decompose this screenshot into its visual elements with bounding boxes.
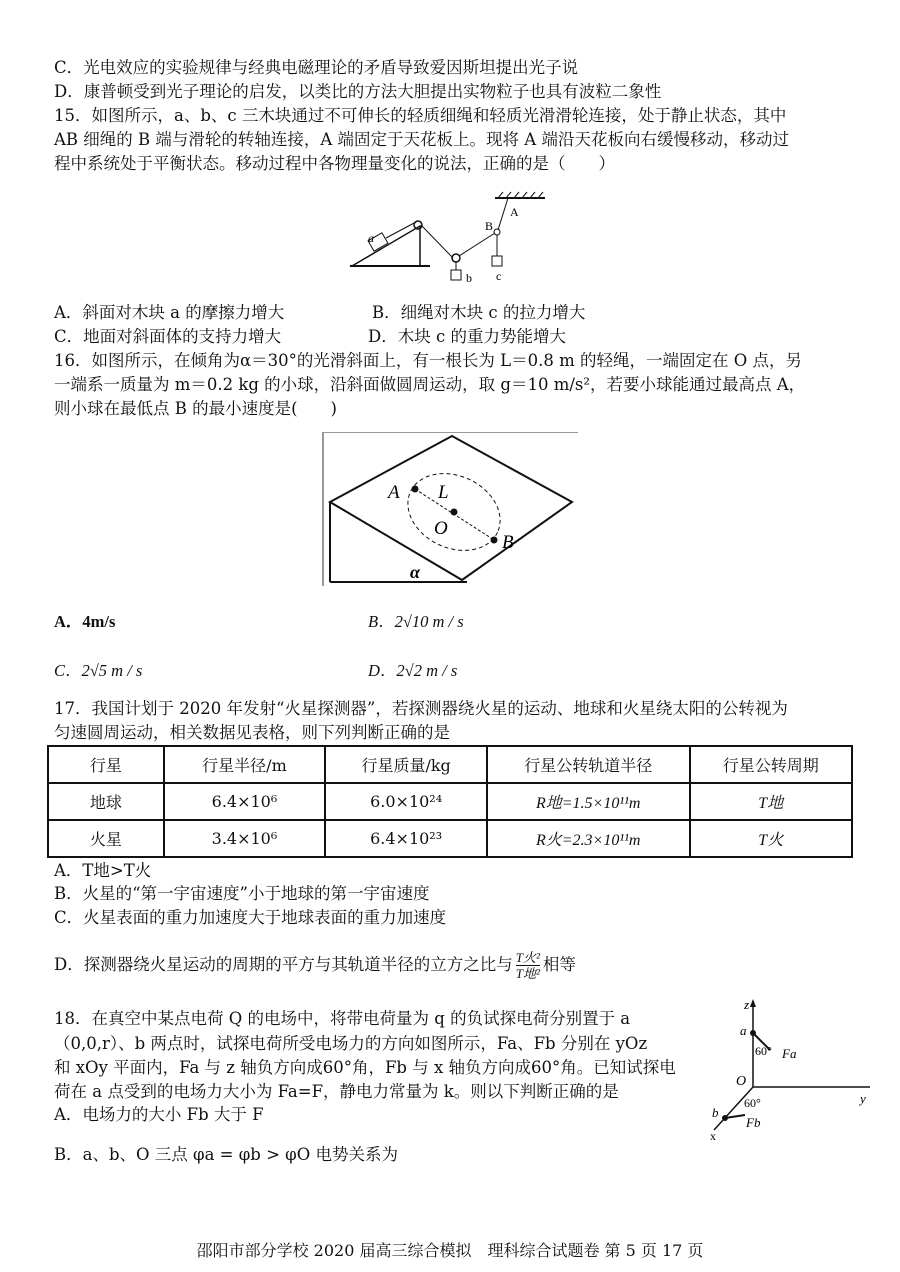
fig-label-b: b bbox=[466, 271, 472, 285]
force-a-label: Fa bbox=[782, 1046, 797, 1061]
q15-option-d: D．木块 c 的重力势能增大 bbox=[368, 327, 566, 346]
table-cell: R火=2.3×10¹¹m bbox=[487, 820, 690, 857]
q17-option-d bbox=[54, 945, 576, 985]
table-header: 行星质量/kg bbox=[325, 746, 487, 783]
fig-label-L: L bbox=[438, 482, 449, 503]
q17-option-c: C．火星表面的重力加速度大于地球表面的重力加速度 bbox=[54, 908, 447, 927]
q16-option-b: B．2√10 m / s bbox=[368, 612, 464, 631]
axis-label-y: y bbox=[860, 1091, 866, 1106]
page-footer: 邵阳市部分学校 2020 届高三综合模拟 理科综合试题卷 第 5 页 17 页 bbox=[196, 1241, 704, 1260]
table-header: 行星公转轨道半径 bbox=[487, 746, 690, 783]
q17-stem-line1: 17．我国计划于 2020 年发射“火星探测器”，若探测器绕火星的运动、地球和火星绕太阳的公转视为 bbox=[54, 699, 788, 718]
q15-pulley-figure bbox=[340, 188, 560, 288]
fraction-numerator: T火² bbox=[515, 950, 540, 965]
q18-axes-figure bbox=[700, 995, 880, 1145]
q17-option-d-end: 相等 bbox=[542, 955, 576, 974]
table-cell: 3.4×10⁶ bbox=[164, 820, 326, 857]
q16-stem-line2: 一端系一质量为 m＝0.2 kg 的小球，沿斜面做圆周运动，取 g＝10 m/s²，若要小球能通过最高点 A， bbox=[54, 375, 806, 394]
fig-label-A: A bbox=[388, 482, 400, 503]
table-row bbox=[48, 820, 852, 857]
point-b-label: b bbox=[712, 1105, 719, 1120]
table-cell: 6.4×10²³ bbox=[325, 820, 487, 857]
q18-stem-line2: （0,0,r）、b 两点时，试探电荷所受电场力的方向如图所示，Fa、Fb 分别在 yOz bbox=[54, 1034, 648, 1053]
fig-label-alpha: α bbox=[410, 562, 420, 582]
q15-option-a: A．斜面对木块 a 的摩擦力增大 bbox=[54, 303, 285, 322]
fig-label-B: B bbox=[485, 219, 494, 233]
table-header-row bbox=[48, 746, 852, 783]
table-cell: 6.0×10²⁴ bbox=[325, 783, 487, 820]
q17-stem-line2: 匀速圆周运动，相关数据见表格，则下列判断正确的是 bbox=[54, 723, 450, 742]
q17-option-b: B．火星的“第一宇宙速度”小于地球的第一宇宙速度 bbox=[54, 884, 430, 903]
q17-option-a: A．T地>T火 bbox=[54, 861, 152, 880]
fraction-denominator: T地² bbox=[515, 966, 540, 981]
q18-stem-line3: 和 xOy 平面内，Fa 与 z 轴负方向成60°角，Fb 与 x 轴负方向成60°角。已知试探电 bbox=[54, 1058, 676, 1077]
q18-option-b: B．a、b、O 三点 φa = φb > φO 电势关系为 bbox=[54, 1145, 399, 1164]
table-cell: T火 bbox=[690, 820, 853, 857]
point-a-label: a bbox=[740, 1023, 747, 1038]
q16-incline-figure bbox=[322, 432, 578, 586]
q15-option-c: C．地面对斜面体的支持力增大 bbox=[54, 327, 282, 346]
table-header: 行星公转周期 bbox=[690, 746, 853, 783]
q16-option-d: D．2√2 m / s bbox=[368, 661, 458, 680]
q15-option-b: B．细绳对木块 c 的拉力增大 bbox=[372, 303, 586, 322]
q18-stem-line4: 荷在 a 点受到的电场力大小为 Fa=F，静电力常量为 k。则以下判断正确的是 bbox=[54, 1082, 619, 1101]
angle-a-label: 60° bbox=[755, 1044, 772, 1058]
table-cell: R地=1.5×10¹¹m bbox=[487, 783, 690, 820]
q14-option-c: C．光电效应的实验规律与经典电磁理论的矛盾导致爱因斯坦提出光子说 bbox=[54, 58, 579, 77]
axis-label-x: x bbox=[710, 1129, 716, 1143]
origin-label: O bbox=[736, 1074, 747, 1089]
period-ratio-fraction bbox=[516, 950, 540, 981]
axis-label-z: z bbox=[744, 997, 750, 1012]
angle-b-label: 60° bbox=[744, 1096, 761, 1110]
table-cell: 火星 bbox=[48, 820, 164, 857]
table-cell: 地球 bbox=[48, 783, 164, 820]
fig-label-A: A bbox=[510, 205, 519, 219]
q15-stem-line3: 程中系统处于平衡状态。移动过程中各物理量变化的说法，正确的是（ ） bbox=[54, 154, 615, 173]
force-b-label: Fb bbox=[746, 1115, 761, 1130]
fig-label-B: B bbox=[502, 532, 514, 553]
fig-label-a: a bbox=[368, 231, 374, 245]
fig-label-c: c bbox=[496, 269, 502, 283]
q16-option-a: A．4m/s bbox=[54, 612, 116, 631]
q17-option-d-text: D．探测器绕火星运动的周期的平方与其轨道半径的立方之比与 bbox=[54, 955, 513, 974]
q14-option-d: D．康普顿受到光子理论的启发，以类比的方法大胆提出实物粒子也具有波粒二象性 bbox=[54, 82, 662, 101]
q15-stem-line2: AB 细绳的 B 端与滑轮的转轴连接，A 端固定于天花板上。现将 A 端沿天花板向右缓慢移动，移动过 bbox=[54, 130, 789, 149]
planet-data-table bbox=[47, 745, 853, 858]
q16-stem-line3: 则小球在最低点 B 的最小速度是( ) bbox=[54, 399, 337, 418]
q18-option-a: A．电场力的大小 Fb 大于 F bbox=[54, 1105, 264, 1124]
table-header: 行星半径/m bbox=[164, 746, 326, 783]
table-cell: T地 bbox=[690, 783, 853, 820]
q16-option-c: C．2√5 m / s bbox=[54, 661, 143, 680]
table-row bbox=[48, 783, 852, 820]
fig-label-O: O bbox=[434, 518, 448, 539]
table-cell: 6.4×10⁶ bbox=[164, 783, 326, 820]
q18-stem-line1: 18．在真空中某点电荷 Q 的电场中，将带电荷量为 q 的负试探电荷分别置于 a bbox=[54, 1009, 631, 1028]
q15-stem-line1: 15．如图所示，a、b、c 三木块通过不可伸长的轻质细绳和轻质光滑滑轮连接，处于静止状态，其中 bbox=[54, 106, 787, 125]
table-header: 行星 bbox=[48, 746, 164, 783]
q16-stem-line1: 16．如图所示，在倾角为α＝30°的光滑斜面上，有一根长为 L＝0.8 m 的轻绳，一端固定在 O 点，另 bbox=[54, 351, 802, 370]
